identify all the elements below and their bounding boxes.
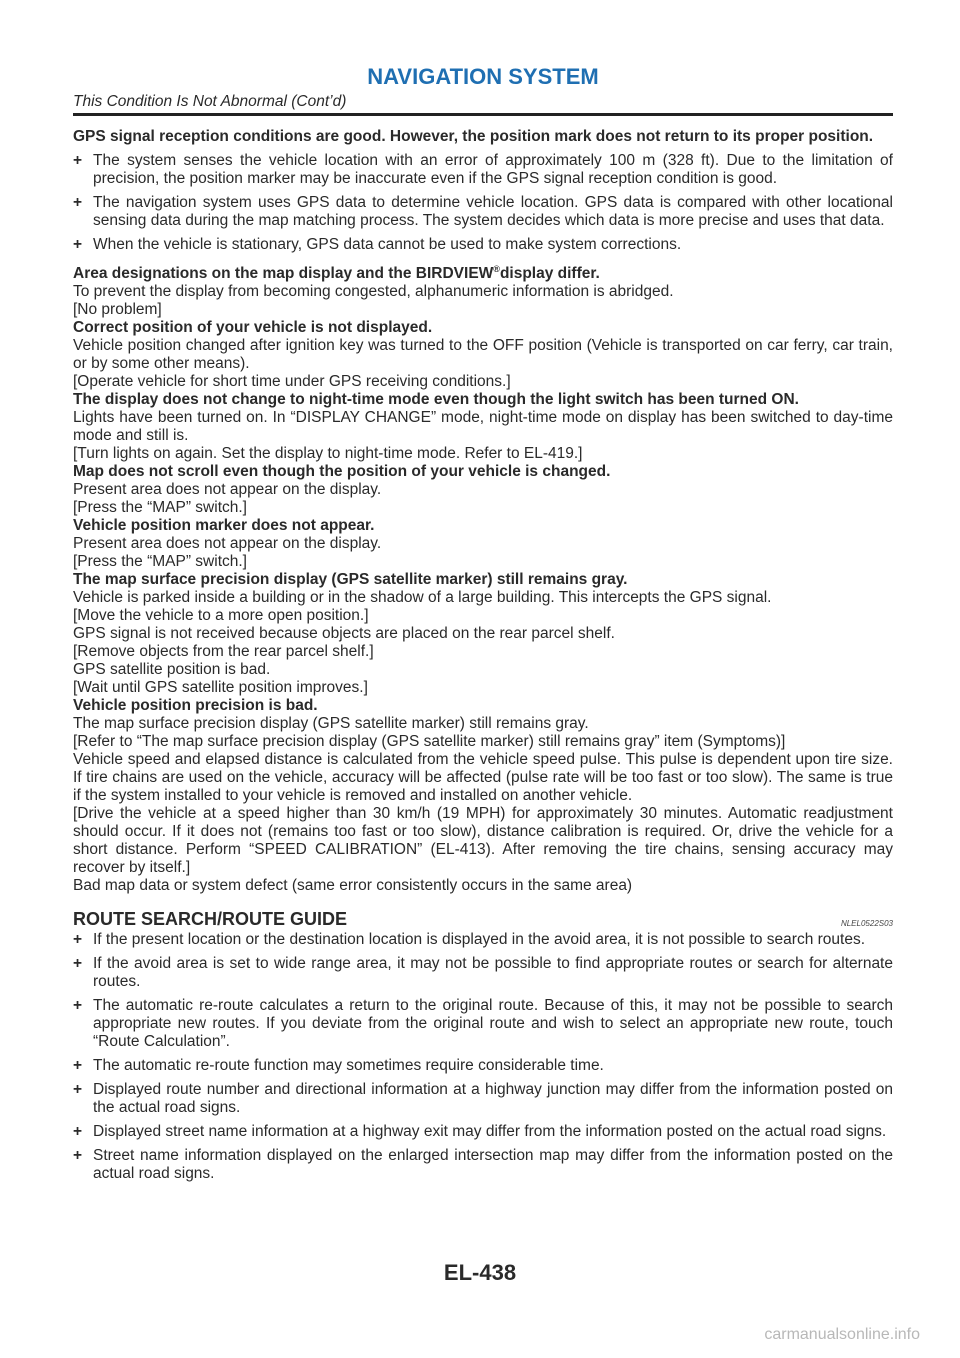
night-heading: The display does not change to night-time mode even though the light switch has been turned ON. <box>73 391 799 409</box>
list-item-text: The automatic re-route function may sometimes require considerable time. <box>93 1057 604 1075</box>
list-item-text: If the avoid area is set to wide range area, it may not be possible to find appropriate routes or search for alternate routes. <box>93 955 893 991</box>
precision-text-1: The map surface precision display (GPS satellite marker) still remains gray. <box>73 715 589 733</box>
document-body <box>73 128 893 1183</box>
page-title: NAVIGATION SYSTEM <box>367 64 599 89</box>
precision-heading: Vehicle position precision is bad. <box>73 697 318 715</box>
marker-text: Present area does not appear on the display. <box>73 535 382 553</box>
bullet-icon: + <box>73 194 83 211</box>
marker-heading: Vehicle position marker does not appear. <box>73 517 375 535</box>
area-heading-text-end: display differ. <box>499 265 600 283</box>
bullet-icon: + <box>73 1123 83 1141</box>
precision-text-3: Bad map data or system defect (same error consistently occurs in the same area) <box>73 877 633 895</box>
bullet-icon: + <box>73 955 83 973</box>
scroll-text: Present area does not appear on the display. <box>73 481 382 499</box>
list-item <box>73 1057 893 1075</box>
list-item-text: When the vehicle is stationary, GPS data cannot be used to make system corrections. <box>93 236 682 253</box>
page-subtitle: This Condition Is Not Abnormal (Cont’d) <box>73 93 347 110</box>
list-item-text: Street name information displayed on the enlarged intersection map may differ from the information posted on the actual road signs. <box>93 1147 893 1183</box>
list-item <box>73 997 893 1051</box>
gray-heading: The map surface precision display (GPS satellite marker) still remains gray. <box>73 571 628 589</box>
bullet-icon: + <box>73 1147 83 1165</box>
page-number: EL-438 <box>443 1260 517 1285</box>
bullet-icon: + <box>73 1057 83 1075</box>
area-text: To prevent the display from becoming congested, alphanumeric information is abridged. <box>73 283 674 301</box>
area-remedy: [No problem] <box>73 301 162 319</box>
bullet-icon: + <box>73 997 83 1015</box>
route-heading: ROUTE SEARCH/ROUTE GUIDE <box>73 909 348 930</box>
registered-mark: ® <box>493 264 500 274</box>
list-item <box>73 955 893 991</box>
bullet-icon: + <box>73 931 83 949</box>
marker-remedy: [Press the “MAP” switch.] <box>73 553 247 571</box>
night-remedy: [Turn lights on again. Set the display to night-time mode. Refer to EL-419.] <box>73 445 583 463</box>
gray-text-2: GPS signal is not received because objects are placed on the rear parcel shelf. <box>73 625 615 643</box>
list-item <box>73 194 893 230</box>
area-heading-text: Area designations on the map display and the BIRDVIEW <box>73 265 494 283</box>
list-item-text: The automatic re-route calculates a return to the original route. Because of this, it may not be possible to search appropriate new routes. If you deviate from the original route and wish to select an appropriate new route, touch “Route Calculation”. <box>93 997 893 1051</box>
scroll-remedy: [Press the “MAP” switch.] <box>73 499 247 517</box>
list-item <box>73 1147 893 1183</box>
list-item-text: The navigation system uses GPS data to determine vehicle location. GPS data is compared with other locational sensing data during the map matching process. The system decides which data is more precise and uses that data. <box>93 194 893 229</box>
list-item-text: If the present location or the destination location is displayed in the avoid area, it is not possible to search routes. <box>93 931 866 949</box>
scroll-heading: Map does not scroll even though the position of your vehicle is changed. <box>73 463 611 481</box>
gray-text-1: Vehicle is parked inside a building or in the shadow of a large building. This intercepts the GPS signal. <box>73 589 772 607</box>
list-item <box>73 236 893 254</box>
precision-remedy-1: [Refer to “The map surface precision display (GPS satellite marker) still remains gray” item (Symptoms)] <box>73 733 786 751</box>
gray-text-3: GPS satellite position is bad. <box>73 661 271 679</box>
gps-heading: GPS signal reception conditions are good. However, the position mark does not return to its proper position. <box>73 128 874 145</box>
route-section-header <box>73 909 893 929</box>
gray-remedy-1: [Move the vehicle to a more open position.] <box>73 607 369 625</box>
bullet-icon: + <box>73 152 83 169</box>
gray-remedy-2: [Remove objects from the rear parcel shelf.] <box>73 643 374 661</box>
list-item <box>73 1081 893 1117</box>
gray-remedy-3: [Wait until GPS satellite position improves.] <box>73 679 368 697</box>
correct-heading: Correct position of your vehicle is not displayed. <box>73 319 433 337</box>
correct-remedy: [Operate vehicle for short time under GPS receiving conditions.] <box>73 373 511 391</box>
precision-text-2: Vehicle speed and elapsed distance is calculated from the vehicle speed pulse. This pulse is dependent upon tire size. If tire chains are used on the vehicle, accuracy will be affected (pulse rate will be too fast or too slow). The same is true if the system installed to your vehicle is removed and installed on another vehicle. <box>73 751 893 805</box>
list-item <box>73 931 893 949</box>
precision-remedy-2: [Drive the vehicle at a speed higher than 30 km/h (19 MPH) for approximately 30 minutes. Automatic readjustment should occur. If it does not (remains too fast or too slow), distance calibration is required. Or, drive the vehicle for a short distance. Perform “SPEED CALIBRATION” (EL-413). After removing the tire chains, sensing accuracy may recover by itself.] <box>73 805 893 877</box>
page-header <box>73 64 893 116</box>
correct-text: Vehicle position changed after ignition key was turned to the OFF position (Vehicle is transported on car ferry, car train, or by some other means). <box>73 337 893 373</box>
watermark: carmanualsonline.info <box>764 1326 920 1343</box>
list-item <box>73 152 893 188</box>
section-code: NLEL0522S03 <box>840 919 893 929</box>
list-item-text: The system senses the vehicle location with an error of approximately 100 m (328 ft). Due to the limitation of precision, the position marker may be inaccurate even if the GPS signal reception condition is good. <box>93 152 893 187</box>
bullet-icon: + <box>73 236 83 253</box>
header-rule <box>73 113 893 116</box>
night-text: Lights have been turned on. In “DISPLAY CHANGE” mode, night-time mode on display has been switched to day-time mode and still is. <box>73 409 893 445</box>
list-item-text: Displayed street name information at a highway exit may differ from the information posted on the actual road signs. <box>93 1123 887 1141</box>
bullet-icon: + <box>73 1081 83 1099</box>
area-heading <box>73 260 893 283</box>
list-item <box>73 1123 893 1141</box>
list-item-text: Displayed route number and directional information at a highway junction may differ from the information posted on the actual road signs. <box>93 1081 893 1117</box>
